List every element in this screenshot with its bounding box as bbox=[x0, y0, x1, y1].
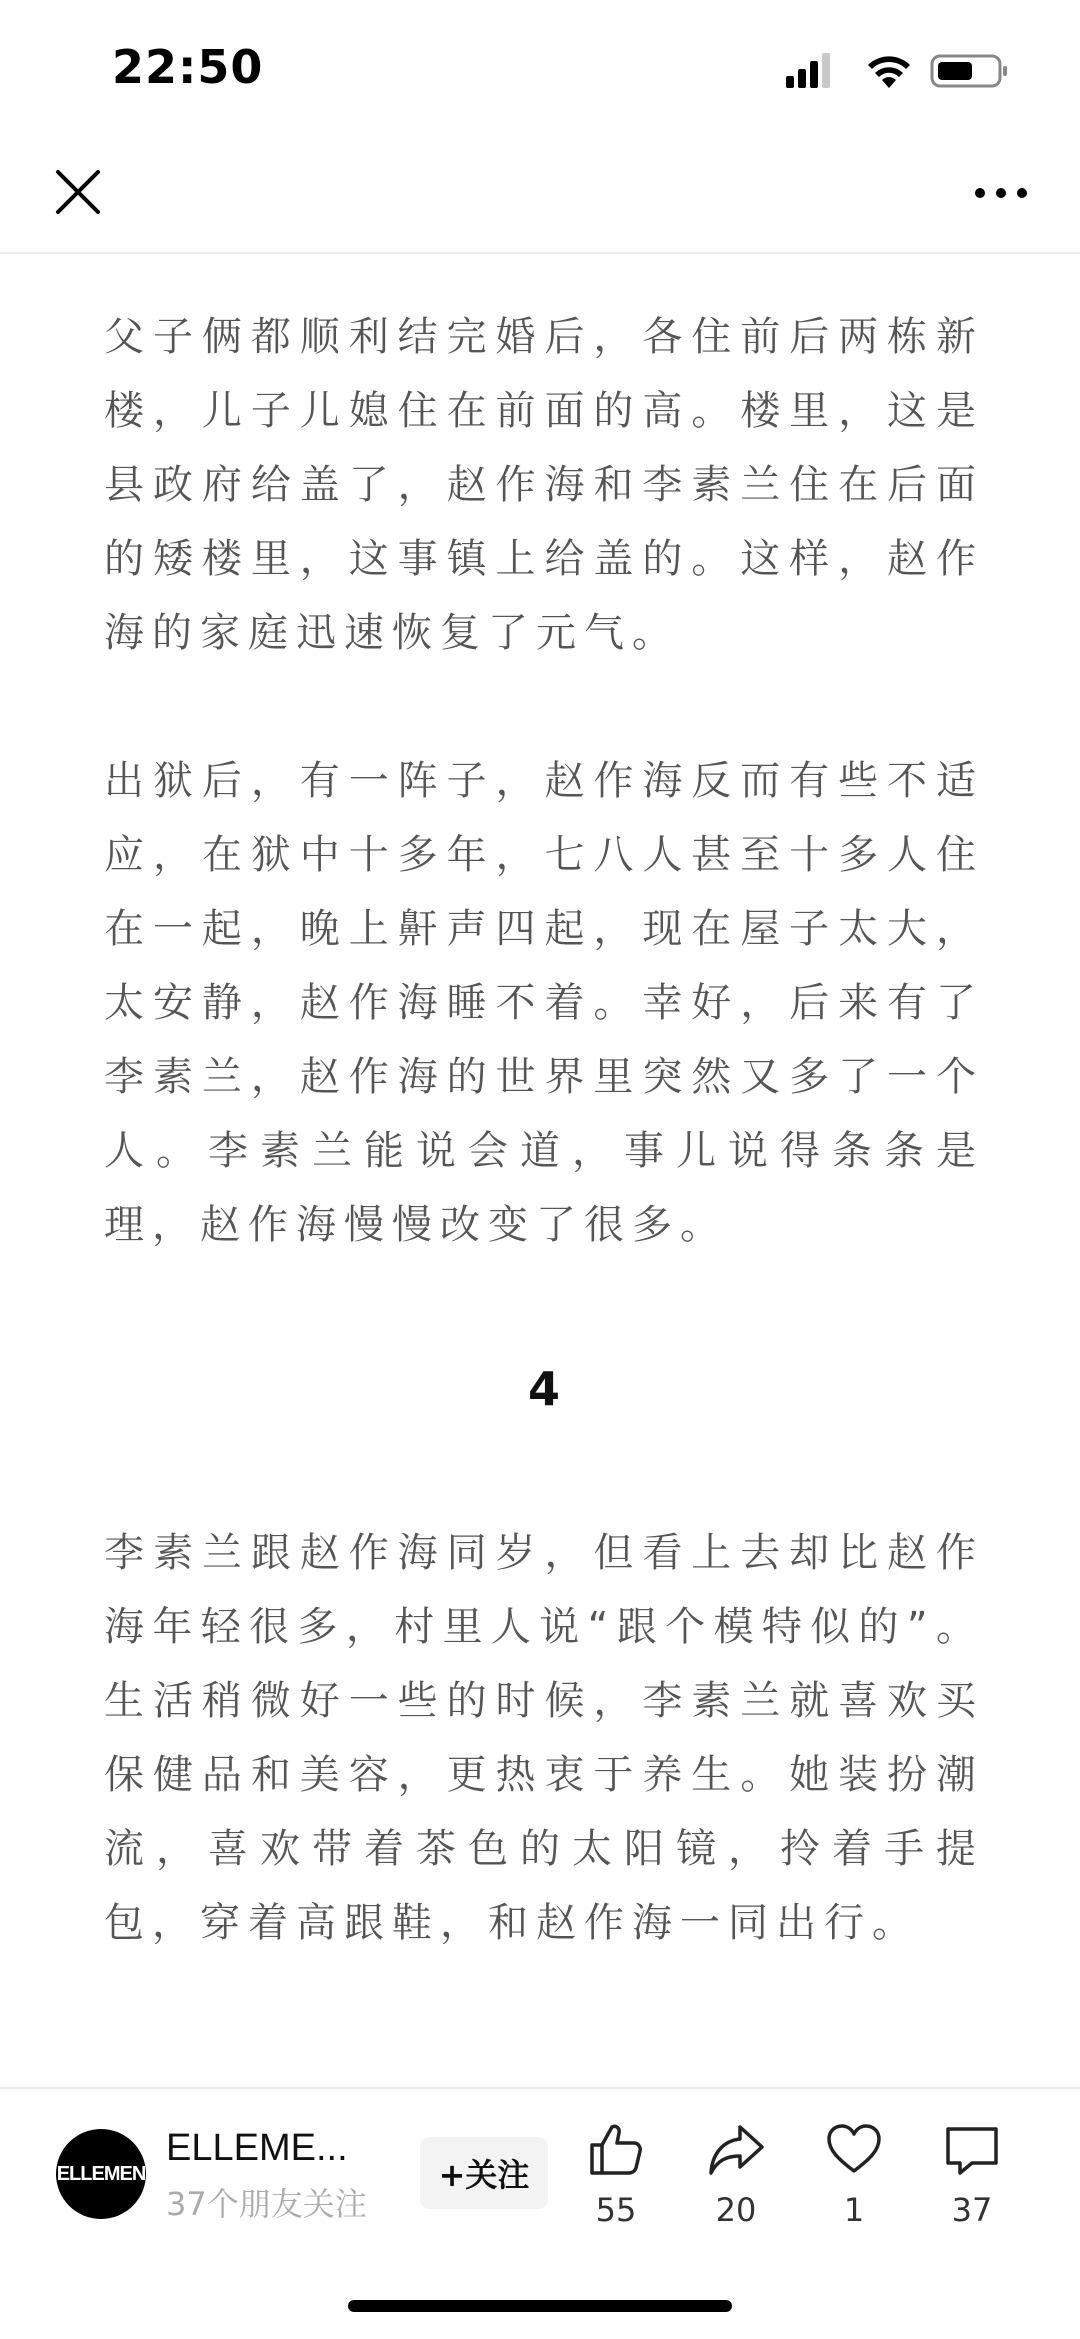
comment-icon bbox=[942, 2119, 1002, 2179]
close-icon bbox=[48, 162, 108, 222]
avatar[interactable]: ELLEMEN bbox=[56, 2129, 146, 2219]
favorite-button[interactable] bbox=[804, 2119, 904, 2229]
comment-button[interactable] bbox=[922, 2119, 1022, 2229]
share-count: 20 bbox=[715, 2191, 757, 2229]
more-button[interactable] bbox=[966, 168, 1036, 218]
status-time: 22:50 bbox=[112, 40, 264, 94]
nav-bar bbox=[0, 140, 1080, 254]
like-button[interactable] bbox=[566, 2119, 666, 2229]
article-paragraph: 李素兰跟赵作海同岁，但看上去却比赵作海年轻很多，村里人说“跟个模特似的”。生活稍微好一些的时候，李素兰就喜欢买保健品和美容，更热衷于养生。她装扮潮流，喜欢带着茶色的太阳镜，拎着手提包，穿着高跟鞋，和赵作海一同出行。 bbox=[104, 1530, 984, 1946]
article-body bbox=[104, 300, 984, 2034]
signal-icon bbox=[786, 52, 838, 90]
close-button[interactable] bbox=[48, 162, 108, 222]
share-icon bbox=[706, 2119, 766, 2179]
comment-count: 37 bbox=[951, 2191, 993, 2229]
battery-icon bbox=[930, 52, 1010, 90]
like-count: 55 bbox=[595, 2191, 637, 2229]
home-indicator bbox=[348, 2300, 732, 2312]
share-button[interactable] bbox=[686, 2119, 786, 2229]
article-paragraph: 父子俩都顺利结完婚后，各住前后两栋新楼，儿子儿媳住在前面的高。楼里，这是县政府给盖了，赵作海和李素兰住在后面的矮楼里，这事镇上给盖的。这样，赵作海的家庭迅速恢复了元气。 bbox=[104, 314, 984, 656]
more-icon bbox=[966, 168, 1036, 218]
favorite-count: 1 bbox=[843, 2191, 865, 2229]
section-number: 4 bbox=[527, 1362, 560, 1416]
followers-text: 37个朋友关注 bbox=[166, 2185, 367, 2223]
status-bar bbox=[0, 0, 1080, 140]
thumbs-up-icon bbox=[586, 2119, 646, 2179]
account-name[interactable]: ELLEME... bbox=[166, 2127, 348, 2169]
article-paragraph: 出狱后，有一阵子，赵作海反而有些不适应，在狱中十多年，七八人甚至十多人住在一起，晚上鼾声四起，现在屋子太大，太安静，赵作海睡不着。幸好，后来有了李素兰，赵作海的世界里突然又多了一个人。李素兰能说会道，事儿说得条条是理，赵作海慢慢改变了很多。 bbox=[104, 758, 984, 1248]
heart-icon bbox=[824, 2119, 884, 2179]
wifi-icon bbox=[866, 52, 912, 90]
follow-button[interactable]: +关注 bbox=[420, 2137, 548, 2209]
